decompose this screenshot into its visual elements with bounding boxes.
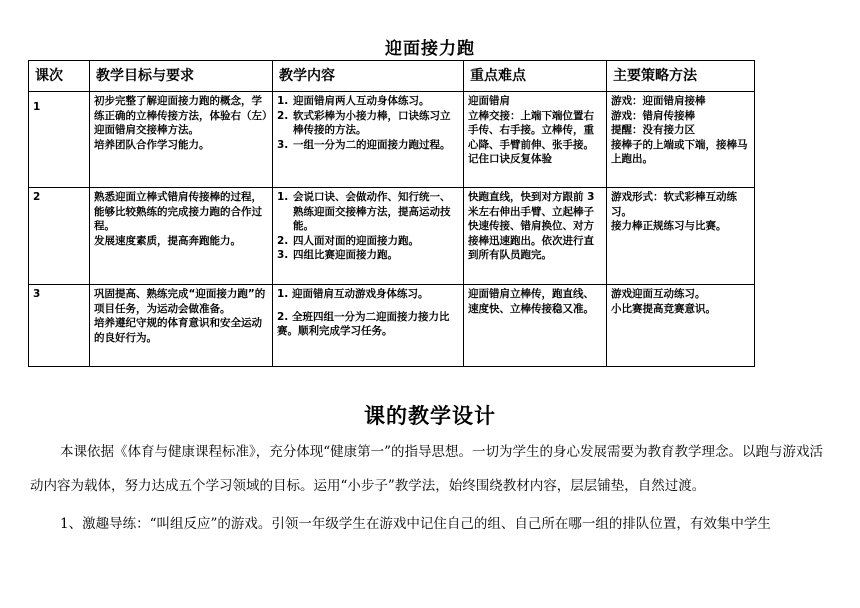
content-cell	[273, 92, 464, 188]
list-item: 2. 软式彩棒为小接力棒，口诀练习立棒传接的方法。	[277, 109, 451, 136]
document-title: 迎面接力跑	[385, 39, 475, 59]
list-item: 3. 四组比赛迎面接力跑。	[277, 249, 398, 261]
method-text: 游戏形式：软式彩棒互动练习。	[611, 191, 737, 218]
goal-text: 发展速度素质，提高奔跑能力。	[94, 234, 241, 247]
list-item: 2. 四人面对面的迎面接力跑。	[277, 234, 419, 247]
method-text: 游戏：错肩传接棒	[611, 109, 695, 122]
methods-cell	[607, 285, 755, 367]
goal-text: 培养团队合作学习能力。	[94, 138, 210, 151]
lesson-number: 1	[29, 92, 90, 188]
goals-cell	[90, 188, 273, 285]
lesson-number: 3	[29, 285, 90, 367]
header-key-points: 重点难点	[464, 61, 607, 92]
body-paragraph: 本课依据《体育与健康课程标准》，充分体现“健康第一”的指导思想。一切为学生的身心发展需要为教育教学理念。以跑与游戏活动内容为载体，努力达成五个学习领域的目标。运用“小步子”教学法，始终围绕教材内容，层层铺垫，自然过渡。	[30, 444, 824, 494]
table-row	[29, 188, 755, 285]
header-methods: 主要策略方法	[607, 61, 755, 92]
content-cell	[273, 188, 464, 285]
key-points-cell	[464, 188, 607, 285]
header-content: 教学内容	[273, 61, 464, 92]
list-item: 1. 会说口诀、会做动作、知行统一、熟练迎面交接棒方法，提高运动技能。	[277, 191, 451, 232]
method-text: 接棒子的上端或下端，接棒马上跑出。	[611, 138, 748, 165]
key-points-cell	[464, 92, 607, 188]
lesson-number: 2	[29, 188, 90, 285]
list-item: 3. 一组一分为二的迎面接力跑过程。	[277, 138, 451, 151]
content-text: 1. 迎面错肩互动游戏身体练习。	[277, 288, 429, 300]
header-lesson: 课次	[29, 61, 90, 92]
key-text: 记住口诀反复体验	[468, 153, 552, 165]
method-text: 小比赛提高竞赛意识。	[611, 302, 716, 315]
methods-cell	[607, 188, 755, 285]
table-header-row	[29, 61, 755, 92]
method-text: 提醒：没有接力区	[611, 124, 695, 136]
header-goals: 教学目标与要求	[90, 61, 273, 92]
key-text: 立棒交接：上端下端位置右手传、右手接。立棒传，重心降、手臂前伸、张手接。	[468, 109, 594, 151]
content-cell	[273, 285, 464, 367]
content-text: 2. 全班四组一分为二迎面接力接力比赛。顺利完成学习任务。	[277, 310, 450, 337]
list-item: 1. 迎面错肩两人互动身体练习。	[277, 95, 430, 107]
method-text: 游戏：迎面错肩接棒	[611, 95, 706, 107]
table-row	[29, 285, 755, 367]
goal-text: 巩固提高、熟练完成“迎面接力跑”的项目任务，为运动会做准备。	[94, 288, 266, 315]
goals-cell	[90, 92, 273, 188]
goal-text: 熟悉迎面立棒式错肩传接棒的过程，能够比较熟练的完成接力跑的合作过程。	[94, 191, 262, 232]
section-title: 课的教学设计	[364, 403, 496, 428]
methods-cell	[607, 92, 755, 188]
body-paragraph: 1、激趣导练：“叫组反应”的游戏。引领一年级学生在游戏中记住自己的组、自己所在哪一组的排队位置，有效集中学生	[60, 516, 771, 532]
key-text: 迎面错肩	[468, 95, 510, 107]
key-points-cell	[464, 285, 607, 367]
goal-text: 初步完整了解迎面接力跑的概念，学练正确的立棒传接方法，体验右（左）迎面错肩交接棒方法。	[94, 95, 268, 136]
key-text: 快跑直线，快到对方跟前 3 米左右伸出手臂、立起棒子快速传接、错肩换位、对方接棒迅速跑出。依次进行直到所有队员跑完。	[468, 191, 595, 261]
method-text: 游戏迎面互动练习。	[611, 288, 706, 300]
lesson-plan-table	[28, 60, 755, 367]
method-text: 接力棒正规练习与比赛。	[611, 220, 727, 232]
table-row	[29, 92, 755, 188]
goals-cell	[90, 285, 273, 367]
goal-text: 培养遵纪守规的体育意识和安全运动的良好行为。	[94, 317, 262, 344]
key-text: 迎面错肩立棒传，跑直线、速度快、立棒传接稳又准。	[468, 288, 594, 315]
